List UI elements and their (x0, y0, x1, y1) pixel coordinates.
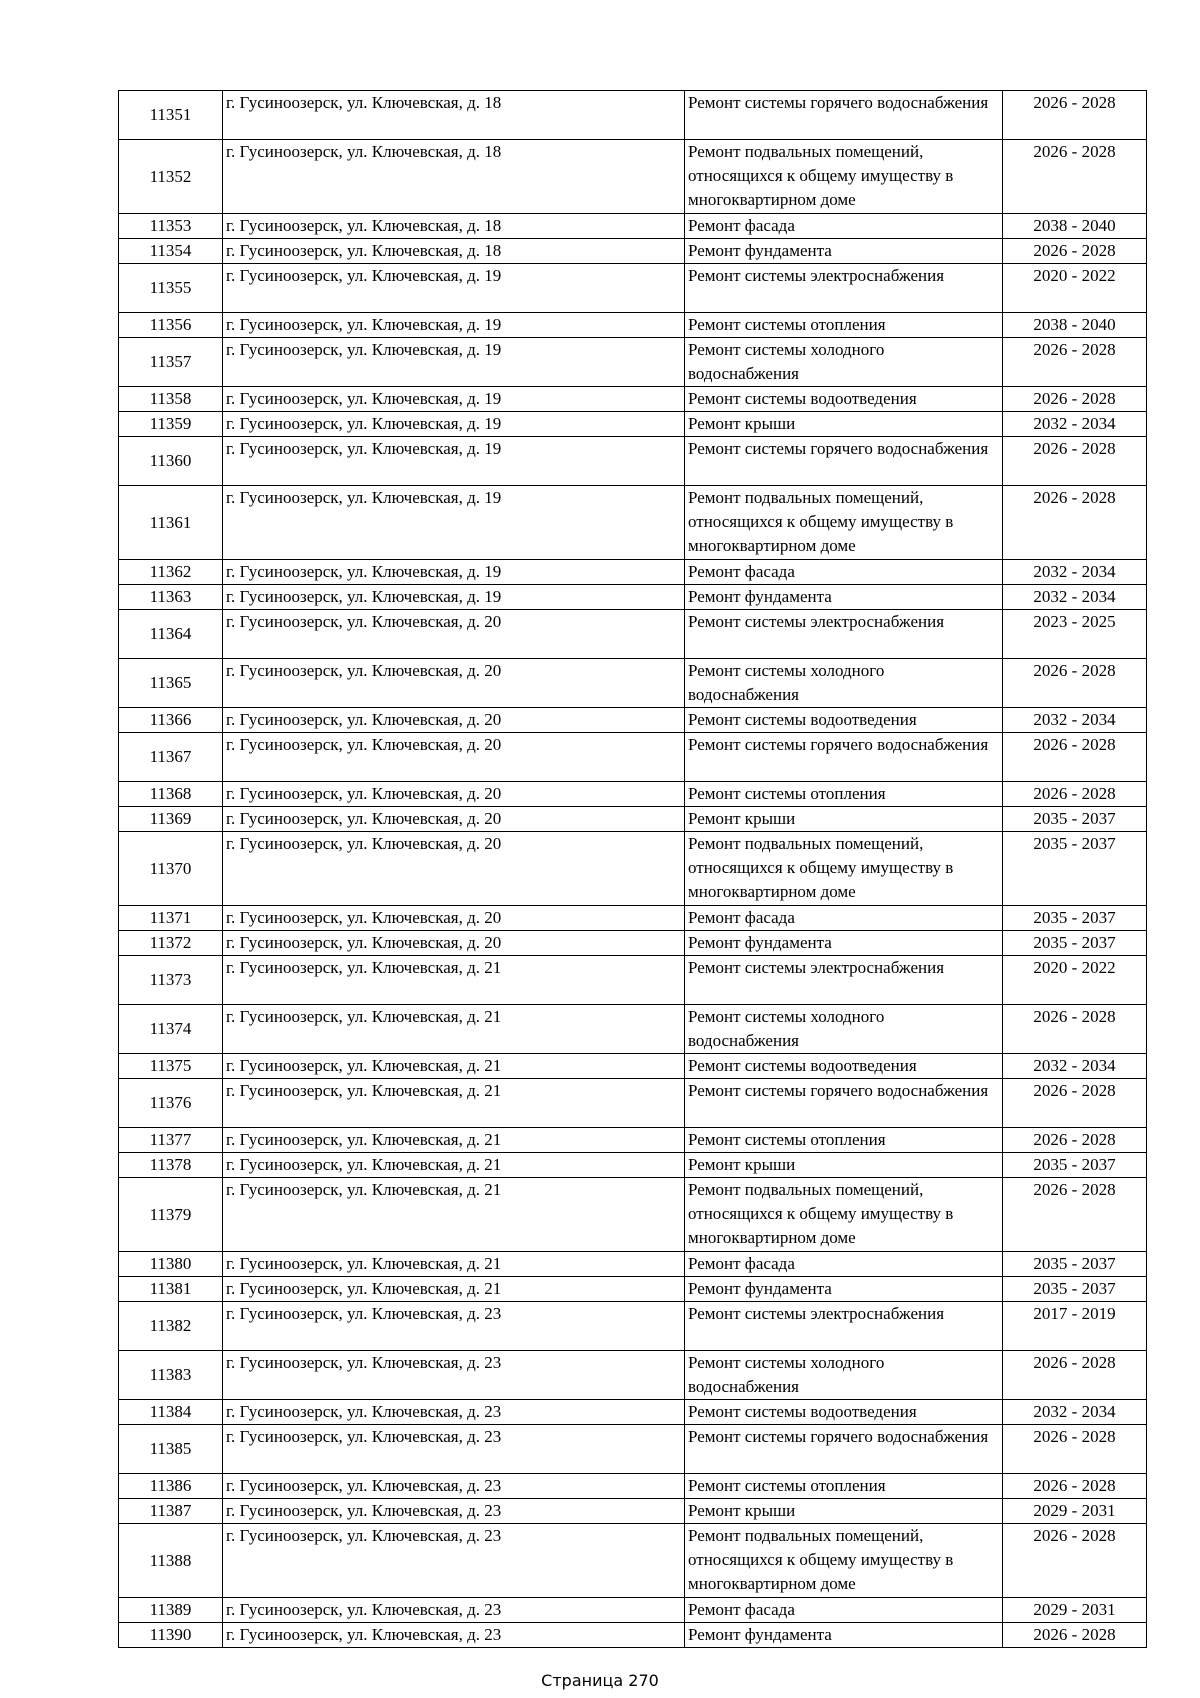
years-cell: 2032 - 2034 (1003, 560, 1147, 585)
years-cell: 2026 - 2028 (1003, 1005, 1147, 1054)
row-number-cell: 11352 (119, 140, 223, 214)
work-type-cell: Ремонт системы горячего водоснабжения (685, 1079, 1003, 1128)
work-type-cell: Ремонт фундамента (685, 1623, 1003, 1648)
address-cell: г. Гусиноозерск, ул. Ключевская, д. 23 (223, 1623, 685, 1648)
row-number-cell: 11367 (119, 733, 223, 782)
years-cell: 2017 - 2019 (1003, 1302, 1147, 1351)
row-number-cell: 11351 (119, 91, 223, 140)
row-number-cell: 11364 (119, 610, 223, 659)
row-number-cell: 11368 (119, 782, 223, 807)
years-cell: 2026 - 2028 (1003, 387, 1147, 412)
address-cell: г. Гусиноозерск, ул. Ключевская, д. 19 (223, 313, 685, 338)
table-row (119, 807, 1147, 832)
work-type-cell: Ремонт подвальных помещений, относящихся к общему имуществу в многоквартирном доме (685, 1178, 1003, 1252)
years-cell: 2032 - 2034 (1003, 708, 1147, 733)
work-type-cell: Ремонт крыши (685, 1153, 1003, 1178)
address-cell: г. Гусиноозерск, ул. Ключевская, д. 21 (223, 1128, 685, 1153)
row-number-cell: 11372 (119, 931, 223, 956)
table-row (119, 906, 1147, 931)
work-type-cell: Ремонт системы отопления (685, 1474, 1003, 1499)
row-number-cell: 11359 (119, 412, 223, 437)
table-row (119, 585, 1147, 610)
address-cell: г. Гусиноозерск, ул. Ключевская, д. 23 (223, 1598, 685, 1623)
years-cell: 2032 - 2034 (1003, 1400, 1147, 1425)
address-cell: г. Гусиноозерск, ул. Ключевская, д. 21 (223, 1054, 685, 1079)
work-type-cell: Ремонт системы отопления (685, 1128, 1003, 1153)
years-cell: 2038 - 2040 (1003, 313, 1147, 338)
address-cell: г. Гусиноозерск, ул. Ключевская, д. 20 (223, 807, 685, 832)
table-row (119, 1499, 1147, 1524)
years-cell: 2038 - 2040 (1003, 214, 1147, 239)
work-type-cell: Ремонт крыши (685, 807, 1003, 832)
work-type-cell: Ремонт системы отопления (685, 782, 1003, 807)
work-type-cell: Ремонт системы холодного водоснабжения (685, 338, 1003, 387)
years-cell: 2026 - 2028 (1003, 1623, 1147, 1648)
address-cell: г. Гусиноозерск, ул. Ключевская, д. 20 (223, 610, 685, 659)
row-number-cell: 11387 (119, 1499, 223, 1524)
table-row (119, 1302, 1147, 1351)
address-cell: г. Гусиноозерск, ул. Ключевская, д. 21 (223, 1178, 685, 1252)
table-row (119, 1054, 1147, 1079)
row-number-cell: 11385 (119, 1425, 223, 1474)
table-row (119, 1598, 1147, 1623)
address-cell: г. Гусиноозерск, ул. Ключевская, д. 19 (223, 264, 685, 313)
row-number-cell: 11377 (119, 1128, 223, 1153)
address-cell: г. Гусиноозерск, ул. Ключевская, д. 19 (223, 437, 685, 486)
years-cell: 2026 - 2028 (1003, 659, 1147, 708)
work-type-cell: Ремонт подвальных помещений, относящихся к общему имуществу в многоквартирном доме (685, 486, 1003, 560)
work-type-cell: Ремонт системы электроснабжения (685, 264, 1003, 313)
years-cell: 2026 - 2028 (1003, 1474, 1147, 1499)
address-cell: г. Гусиноозерск, ул. Ключевская, д. 21 (223, 1252, 685, 1277)
work-type-cell: Ремонт системы электроснабжения (685, 610, 1003, 659)
address-cell: г. Гусиноозерск, ул. Ключевская, д. 21 (223, 956, 685, 1005)
table-row (119, 1079, 1147, 1128)
address-cell: г. Гусиноозерск, ул. Ключевская, д. 19 (223, 560, 685, 585)
table-row (119, 1474, 1147, 1499)
address-cell: г. Гусиноозерск, ул. Ключевская, д. 21 (223, 1005, 685, 1054)
years-cell: 2032 - 2034 (1003, 585, 1147, 610)
table-row (119, 560, 1147, 585)
table-row (119, 338, 1147, 387)
table-row (119, 610, 1147, 659)
address-cell: г. Гусиноозерск, ул. Ключевская, д. 21 (223, 1153, 685, 1178)
row-number-cell: 11371 (119, 906, 223, 931)
address-cell: г. Гусиноозерск, ул. Ключевская, д. 18 (223, 214, 685, 239)
work-type-cell: Ремонт крыши (685, 412, 1003, 437)
work-type-cell: Ремонт системы электроснабжения (685, 1302, 1003, 1351)
years-cell: 2035 - 2037 (1003, 931, 1147, 956)
address-cell: г. Гусиноозерск, ул. Ключевская, д. 20 (223, 782, 685, 807)
row-number-cell: 11363 (119, 585, 223, 610)
address-cell: г. Гусиноозерск, ул. Ключевская, д. 19 (223, 338, 685, 387)
row-number-cell: 11353 (119, 214, 223, 239)
repair-schedule-table (118, 90, 1147, 1648)
table-row (119, 1277, 1147, 1302)
years-cell: 2026 - 2028 (1003, 486, 1147, 560)
address-cell: г. Гусиноозерск, ул. Ключевская, д. 23 (223, 1474, 685, 1499)
address-cell: г. Гусиноозерск, ул. Ключевская, д. 23 (223, 1425, 685, 1474)
years-cell: 2026 - 2028 (1003, 91, 1147, 140)
address-cell: г. Гусиноозерск, ул. Ключевская, д. 19 (223, 412, 685, 437)
work-type-cell: Ремонт системы горячего водоснабжения (685, 1425, 1003, 1474)
years-cell: 2026 - 2028 (1003, 1425, 1147, 1474)
table-row (119, 708, 1147, 733)
address-cell: г. Гусиноозерск, ул. Ключевская, д. 23 (223, 1400, 685, 1425)
table-row (119, 239, 1147, 264)
years-cell: 2035 - 2037 (1003, 906, 1147, 931)
row-number-cell: 11369 (119, 807, 223, 832)
years-cell: 2029 - 2031 (1003, 1598, 1147, 1623)
work-type-cell: Ремонт системы холодного водоснабжения (685, 1351, 1003, 1400)
address-cell: г. Гусиноозерск, ул. Ключевская, д. 20 (223, 733, 685, 782)
row-number-cell: 11355 (119, 264, 223, 313)
row-number-cell: 11356 (119, 313, 223, 338)
address-cell: г. Гусиноозерск, ул. Ключевская, д. 23 (223, 1499, 685, 1524)
row-number-cell: 11383 (119, 1351, 223, 1400)
table-row (119, 1351, 1147, 1400)
years-cell: 2035 - 2037 (1003, 1252, 1147, 1277)
row-number-cell: 11380 (119, 1252, 223, 1277)
years-cell: 2035 - 2037 (1003, 832, 1147, 906)
table-row (119, 659, 1147, 708)
years-cell: 2035 - 2037 (1003, 807, 1147, 832)
years-cell: 2026 - 2028 (1003, 437, 1147, 486)
work-type-cell: Ремонт системы водоотведения (685, 1400, 1003, 1425)
work-type-cell: Ремонт подвальных помещений, относящихся к общему имуществу в многоквартирном доме (685, 1524, 1003, 1598)
work-type-cell: Ремонт фундамента (685, 1277, 1003, 1302)
table-row (119, 1128, 1147, 1153)
address-cell: г. Гусиноозерск, ул. Ключевская, д. 19 (223, 387, 685, 412)
table-row (119, 1005, 1147, 1054)
row-number-cell: 11386 (119, 1474, 223, 1499)
work-type-cell: Ремонт фундамента (685, 931, 1003, 956)
table-row (119, 437, 1147, 486)
row-number-cell: 11375 (119, 1054, 223, 1079)
work-type-cell: Ремонт фасада (685, 1598, 1003, 1623)
row-number-cell: 11376 (119, 1079, 223, 1128)
work-type-cell: Ремонт фасада (685, 906, 1003, 931)
table-row (119, 1524, 1147, 1598)
address-cell: г. Гусиноозерск, ул. Ключевская, д. 20 (223, 832, 685, 906)
table-row (119, 782, 1147, 807)
work-type-cell: Ремонт системы водоотведения (685, 387, 1003, 412)
table-row (119, 387, 1147, 412)
years-cell: 2035 - 2037 (1003, 1153, 1147, 1178)
work-type-cell: Ремонт системы холодного водоснабжения (685, 1005, 1003, 1054)
years-cell: 2032 - 2034 (1003, 412, 1147, 437)
page-number: Страница 270 (541, 1671, 659, 1690)
work-type-cell: Ремонт системы горячего водоснабжения (685, 437, 1003, 486)
years-cell: 2029 - 2031 (1003, 1499, 1147, 1524)
years-cell: 2023 - 2025 (1003, 610, 1147, 659)
row-number-cell: 11389 (119, 1598, 223, 1623)
address-cell: г. Гусиноозерск, ул. Ключевская, д. 23 (223, 1351, 685, 1400)
years-cell: 2026 - 2028 (1003, 1351, 1147, 1400)
address-cell: г. Гусиноозерск, ул. Ключевская, д. 19 (223, 585, 685, 610)
work-type-cell: Ремонт системы водоотведения (685, 708, 1003, 733)
address-cell: г. Гусиноозерск, ул. Ключевская, д. 18 (223, 239, 685, 264)
work-type-cell: Ремонт системы водоотведения (685, 1054, 1003, 1079)
address-cell: г. Гусиноозерск, ул. Ключевская, д. 20 (223, 906, 685, 931)
address-cell: г. Гусиноозерск, ул. Ключевская, д. 19 (223, 486, 685, 560)
row-number-cell: 11358 (119, 387, 223, 412)
row-number-cell: 11388 (119, 1524, 223, 1598)
years-cell: 2032 - 2034 (1003, 1054, 1147, 1079)
address-cell: г. Гусиноозерск, ул. Ключевская, д. 20 (223, 708, 685, 733)
row-number-cell: 11370 (119, 832, 223, 906)
row-number-cell: 11374 (119, 1005, 223, 1054)
table-row (119, 264, 1147, 313)
table-row (119, 1252, 1147, 1277)
years-cell: 2026 - 2028 (1003, 140, 1147, 214)
row-number-cell: 11362 (119, 560, 223, 585)
row-number-cell: 11360 (119, 437, 223, 486)
work-type-cell: Ремонт крыши (685, 1499, 1003, 1524)
row-number-cell: 11379 (119, 1178, 223, 1252)
work-type-cell: Ремонт системы горячего водоснабжения (685, 733, 1003, 782)
row-number-cell: 11361 (119, 486, 223, 560)
table-row (119, 486, 1147, 560)
table-row (119, 1400, 1147, 1425)
years-cell: 2026 - 2028 (1003, 239, 1147, 264)
row-number-cell: 11390 (119, 1623, 223, 1648)
table-row (119, 1623, 1147, 1648)
work-type-cell: Ремонт подвальных помещений, относящихся к общему имуществу в многоквартирном доме (685, 140, 1003, 214)
table-row (119, 931, 1147, 956)
years-cell: 2020 - 2022 (1003, 956, 1147, 1005)
row-number-cell: 11382 (119, 1302, 223, 1351)
address-cell: г. Гусиноозерск, ул. Ключевская, д. 23 (223, 1302, 685, 1351)
table-row (119, 1178, 1147, 1252)
years-cell: 2020 - 2022 (1003, 264, 1147, 313)
work-type-cell: Ремонт фасада (685, 1252, 1003, 1277)
work-type-cell: Ремонт фасада (685, 214, 1003, 239)
table-row (119, 1425, 1147, 1474)
row-number-cell: 11366 (119, 708, 223, 733)
row-number-cell: 11378 (119, 1153, 223, 1178)
years-cell: 2026 - 2028 (1003, 338, 1147, 387)
address-cell: г. Гусиноозерск, ул. Ключевская, д. 18 (223, 140, 685, 214)
table-row (119, 313, 1147, 338)
years-cell: 2026 - 2028 (1003, 782, 1147, 807)
years-cell: 2026 - 2028 (1003, 1524, 1147, 1598)
table-row (119, 832, 1147, 906)
years-cell: 2026 - 2028 (1003, 1178, 1147, 1252)
row-number-cell: 11384 (119, 1400, 223, 1425)
work-type-cell: Ремонт системы отопления (685, 313, 1003, 338)
row-number-cell: 11373 (119, 956, 223, 1005)
address-cell: г. Гусиноозерск, ул. Ключевская, д. 21 (223, 1277, 685, 1302)
address-cell: г. Гусиноозерск, ул. Ключевская, д. 23 (223, 1524, 685, 1598)
years-cell: 2026 - 2028 (1003, 1128, 1147, 1153)
row-number-cell: 11365 (119, 659, 223, 708)
table-row (119, 214, 1147, 239)
address-cell: г. Гусиноозерск, ул. Ключевская, д. 20 (223, 659, 685, 708)
row-number-cell: 11381 (119, 1277, 223, 1302)
row-number-cell: 11354 (119, 239, 223, 264)
work-type-cell: Ремонт системы горячего водоснабжения (685, 91, 1003, 140)
table-row (119, 412, 1147, 437)
row-number-cell: 11357 (119, 338, 223, 387)
address-cell: г. Гусиноозерск, ул. Ключевская, д. 18 (223, 91, 685, 140)
table-row (119, 733, 1147, 782)
work-type-cell: Ремонт фундамента (685, 585, 1003, 610)
years-cell: 2026 - 2028 (1003, 1079, 1147, 1128)
years-cell: 2035 - 2037 (1003, 1277, 1147, 1302)
address-cell: г. Гусиноозерск, ул. Ключевская, д. 20 (223, 931, 685, 956)
work-type-cell: Ремонт фундамента (685, 239, 1003, 264)
work-type-cell: Ремонт фасада (685, 560, 1003, 585)
table-row (119, 1153, 1147, 1178)
years-cell: 2026 - 2028 (1003, 733, 1147, 782)
work-type-cell: Ремонт подвальных помещений, относящихся к общему имуществу в многоквартирном доме (685, 832, 1003, 906)
table-body (119, 91, 1147, 1648)
address-cell: г. Гусиноозерск, ул. Ключевская, д. 21 (223, 1079, 685, 1128)
table-row (119, 140, 1147, 214)
table-row (119, 956, 1147, 1005)
work-type-cell: Ремонт системы холодного водоснабжения (685, 659, 1003, 708)
work-type-cell: Ремонт системы электроснабжения (685, 956, 1003, 1005)
table-row (119, 91, 1147, 140)
